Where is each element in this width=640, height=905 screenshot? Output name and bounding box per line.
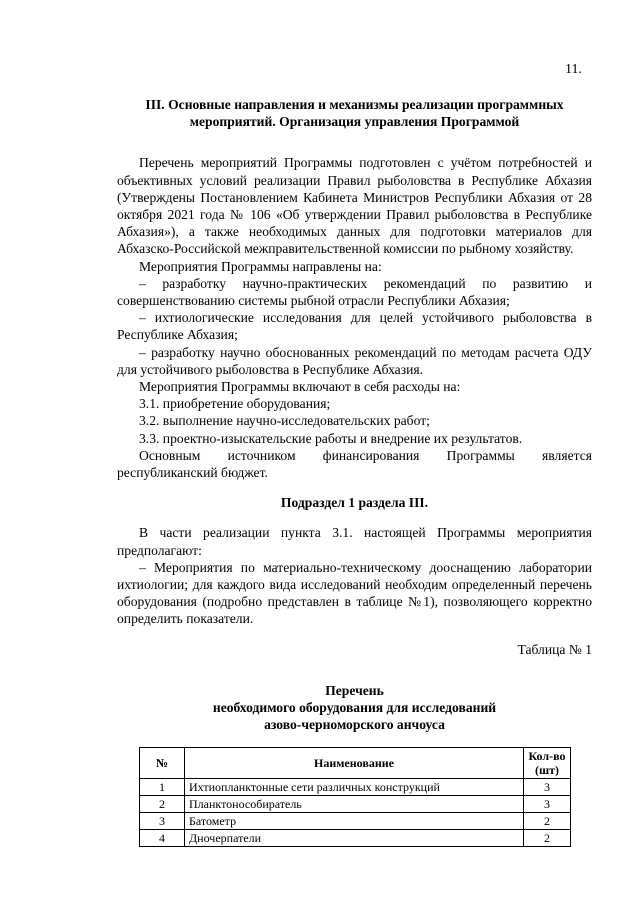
table-row xyxy=(140,812,571,829)
table-row xyxy=(140,795,571,812)
subsection-heading: Подраздел 1 раздела III. xyxy=(280,495,429,511)
cell-name: Дночерпатели xyxy=(185,829,524,846)
paragraph: Мероприятия Программы направлены на: xyxy=(139,258,382,274)
cell-number: 1 xyxy=(140,778,185,795)
section-heading: III. Основные направления и механизмы реализации программных мероприятий. Организация управления Программой xyxy=(145,97,564,130)
table-row xyxy=(140,829,571,846)
header-number: № xyxy=(140,747,185,778)
table-title-line: необходимого оборудования для исследований xyxy=(212,700,497,716)
cell-quantity: 2 xyxy=(524,829,571,846)
cell-number: 2 xyxy=(140,795,185,812)
document-body xyxy=(117,96,592,847)
paragraph: Перечень мероприятий Программы подготовлен с учётом потребностей и объективных условий реализации Правил рыболовства в Республике Абхазия (Утверждены Постановлением Кабинета Министров Республики Абхазия от 28 октября 2021 года № 106 «Об утверждении Правил рыболовства в Республике Абхазия»), а также необходимых данных для подготовки материалов для Абхазско-Российской межправительственной комиссии по рыбному хозяйству. xyxy=(117,155,592,257)
paragraph: В части реализации пункта 3.1. настоящей Программы мероприятия предполагают: xyxy=(117,525,592,558)
paragraph: Основным источником финансирования Программы является республиканский бюджет. xyxy=(117,447,592,481)
table-row xyxy=(140,778,571,795)
equipment-table xyxy=(139,747,571,847)
cell-quantity: 3 xyxy=(524,795,571,812)
list-item: – ихтиологические исследования для целей устойчивого рыболовства в Республике Абхазия; xyxy=(117,310,592,343)
list-item: 3.1. приобретение оборудования; xyxy=(139,396,331,412)
cell-name: Ихтиопланктонные сети различных конструкций xyxy=(185,778,524,795)
header-quantity: Кол-во (шт) xyxy=(524,747,571,778)
page-number: 11. xyxy=(565,62,582,77)
table-title-line: азово-черноморского анчоуса xyxy=(264,717,445,733)
cell-quantity: 3 xyxy=(524,778,571,795)
table-caption: Таблица № 1 xyxy=(517,641,592,657)
table-title-line: Перечень xyxy=(325,682,384,698)
list-item: – разработку научно-практических рекомендаций по развитию и совершенствованию системы рыбной отрасли Республики Абхазия; xyxy=(117,275,592,309)
paragraph: Мероприятия Программы включают в себя расходы на: xyxy=(139,379,461,395)
table-header-row xyxy=(140,747,571,778)
cell-number: 4 xyxy=(140,829,185,846)
list-item: – разработку научно обоснованных рекомендаций по методам расчета ОДУ для устойчивого рыболовства в Республике Абхазия. xyxy=(117,344,592,377)
cell-name: Планктонособиратель xyxy=(185,795,524,812)
cell-quantity: 2 xyxy=(524,812,571,829)
list-item: 3.2. выполнение научно-исследовательских работ; xyxy=(139,413,430,429)
cell-name: Батометр xyxy=(185,812,524,829)
list-item: – Мероприятия по материально-техническому дооснащению лаборатории ихтиологии; для каждого вида исследований необходим определенный перечень оборудования (подробно представлен в таблице №1), позволяющего корректно определить показатели. xyxy=(117,559,592,627)
header-name: Наименование xyxy=(185,747,524,778)
cell-number: 3 xyxy=(140,812,185,829)
list-item: 3.3. проектно-изыскательские работы и внедрение их результатов. xyxy=(139,430,523,446)
